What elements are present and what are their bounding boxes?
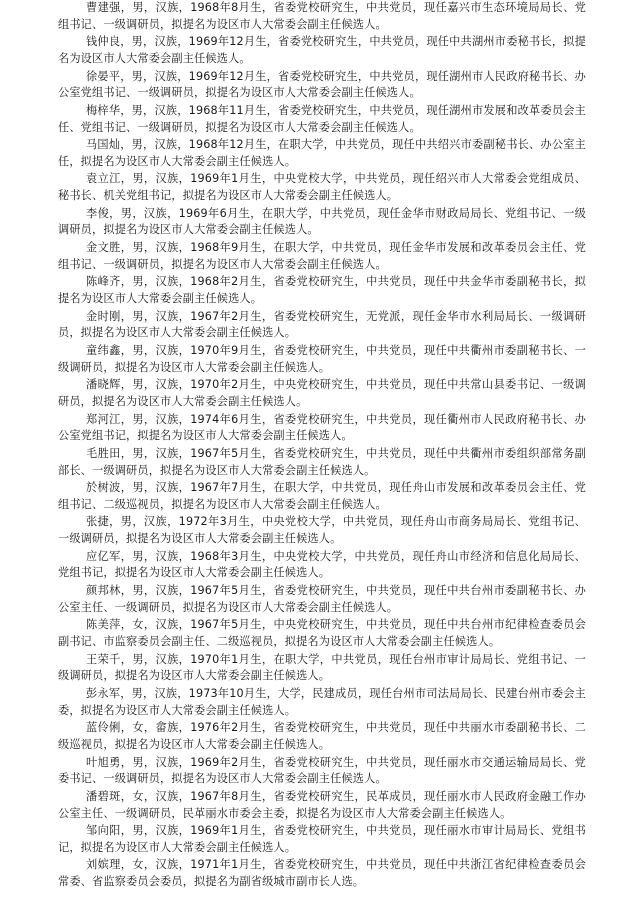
candidate-entry-yu-shubo: 於树波，男，汉族，1967年7月生，在职大学，中共党员，现任舟山市发展和改革委员会主任、党组书记、二级巡视员，拟提名为设区市人大常委会副主任候选人。 — [58, 481, 586, 511]
candidate-entry-mei-zihua: 梅梓华，男，汉族，1968年11月生，省委党校研究生，中共党员，现任湖州市发展和改革委员会主任、党组书记、一级调研员，拟提名为设区市人大常委会副主任候选人。 — [58, 103, 586, 134]
candidate-entry-cao-jianqiang: 曹建强，男，汉族，1968年8月生，省委党校研究生，中共党员，现任嘉兴市生态环境局局长、党组书记、一级调研员，拟提名为设区市人大常委会副主任候选人。 — [58, 1, 586, 31]
candidate-entry-ying-yijun: 应亿军，男，汉族，1968年3月生，中央党校大学，中共党员，现任舟山市经济和信息化局局长、党组书记，拟提名为设区市人大常委会副主任候选人。 — [58, 549, 586, 580]
candidate-entry-zhang-jie: 张捷，男，汉族，1972年3月生，中央党校大学，中共党员，现任舟山市商务局局长、党组书记、一级调研员，拟提名为设区市人大常委会副主任候选人。 — [58, 515, 586, 546]
candidate-entry-li-jun: 李俊，男，汉族，1969年6月生，在职大学，中共党员，现任金华市财政局局长、党组书记、一级调研员，拟提名为设区市人大常委会副主任候选人。 — [58, 206, 586, 237]
candidate-entry-yan-banglin: 颜邦林，男，汉族，1967年5月生，省委党校研究生，中共党员，现任中共台州市委副秘书长、办公室主任、一级调研员，拟提名为设区市人大常委会副主任候选人。 — [58, 584, 586, 614]
candidate-entry-ma-guocan: 马国灿，男，汉族，1968年12月生，在职大学，中共党员，现任中共绍兴市委副秘书长、办公室主任，拟提名为设区市人大常委会副主任候选人。 — [58, 138, 586, 168]
candidate-entry-peng-yongjun: 彭永军，男，汉族，1973年10月生，大学，民建成员，现任台州市司法局局长、民建台州市委会主委，拟提名为设区市人大常委会副主任候选人。 — [58, 686, 586, 717]
candidate-entry-xu-yanping: 徐晏平，男，汉族，1969年12月生，省委党校研究生，中共党员，现任湖州市人民政府秘书长、办公室党组书记、一级调研员，拟提名为设区市人大常委会副主任候选人。 — [58, 69, 586, 100]
candidate-entry-jin-shigang: 金时刚，男，汉族，1967年2月生，省委党校研究生，无党派，现任金华市水利局局长、一级调研员，拟提名为设区市人大常委会副主任候选人。 — [58, 309, 586, 340]
candidate-entry-liu-pinli: 刘嫔理，女，汉族，1971年1月生，省委党校研究生，中共党员，现任中共浙江省纪律检查委员会常委、省监察委员会委员，拟提名为副省级城市副市长人选。 — [58, 858, 586, 889]
candidate-entry-pan-xiaohui: 潘晓辉，男，汉族，1970年2月生，中央党校研究生，中共党员，现任中共常山县委书记、一级调研员，拟提名为设区市人大常委会副主任候选人。 — [58, 378, 586, 408]
candidate-entry-pan-bibin: 潘碧斑，女，汉族，1967年8月生，省委党校研究生，民革成员，现任丽水市人民政府金融工作办公室主任、一级调研员，民革丽水市委会主委，拟提名为设区市人大常委会副主任候选人。 — [58, 789, 586, 820]
candidate-entry-chen-meiping: 陈美萍，女，汉族，1967年5月生，中央党校研究生，中共党员，现任中共台州市纪律检查委员会副书记、市监察委员会副主任、二级巡视员，拟提名为设区市人大常委会副主任候选人。 — [58, 618, 586, 649]
candidate-entry-qian-zhongliang: 钱仲良，男，汉族，1969年12月生，省委党校研究生，中共党员，现任中共湖州市委秘书长，拟提名为设区市人大常委会副主任候选人。 — [58, 35, 586, 65]
candidate-entry-yuan-lijiang: 袁立江，男，汉族，1969年1月生，中央党校大学，中共党员，现任绍兴市人大常委会党组成员、秘书长、机关党组书记，拟提名为设区市人大常委会副主任候选人。 — [58, 172, 586, 203]
candidate-entry-ye-xuyong: 叶旭勇，男，汉族，1969年2月生，省委党校研究生，中共党员，现任丽水市交通运输局局长、党委书记、一级调研员，拟提名为设区市人大常委会副主任候选人。 — [58, 755, 586, 786]
candidate-entry-mao-shengtian: 毛胜田，男，汉族，1967年5月生，省委党校研究生，中共党员，现任中共衢州市委组织部常务副部长、一级调研员，拟提名为设区市人大常委会副主任候选人。 — [58, 446, 586, 477]
candidate-entry-wang-rongqian: 王荣千，男，汉族，1970年1月生，在职大学，中共党员，现任台州市审计局局长、党组书记、一级调研员，拟提名为设区市人大常委会副主任候选人。 — [58, 652, 586, 683]
candidate-entry-zou-xiangyang: 邹向阳，男，汉族，1969年1月生，省委党校研究生，中共党员，现任丽水市审计局局长、党组书记，拟提名为设区市人大常委会副主任候选人。 — [58, 824, 586, 854]
candidate-entry-tong-weixin: 童纬鑫，男，汉族，1970年9月生，省委党校研究生，中共党员，现任中共衢州市委副秘书长、一级调研员，拟提名为设区市人大常委会副主任候选人。 — [58, 343, 586, 374]
candidate-entry-chen-fengqi: 陈峰齐，男，汉族，1968年2月生，省委党校研究生，中共党员，现任中共金华市委副秘书长，拟提名为设区市人大常委会副主任候选人。 — [58, 275, 586, 306]
candidate-entry-zheng-hejiang: 郑河江，男，汉族，1974年6月生，省委党校研究生，中共党员，现任衢州市人民政府秘书长、办公室党组书记，拟提名为设区市人大常委会副主任候选人。 — [58, 412, 586, 443]
candidate-entry-jin-wensheng: 金文胜，男，汉族，1968年9月生，在职大学，中共党员，现任金华市发展和改革委员会主任、党组书记、一级调研员，拟提名为设区市人大常委会副主任候选人。 — [58, 241, 586, 271]
candidate-entry-lan-lingli: 蓝伶俐，女，畲族，1976年2月生，省委党校研究生，中共党员，现任中共丽水市委副秘书长、二级巡视员，拟提名为设区市人大常委会副主任候选人。 — [58, 721, 586, 751]
